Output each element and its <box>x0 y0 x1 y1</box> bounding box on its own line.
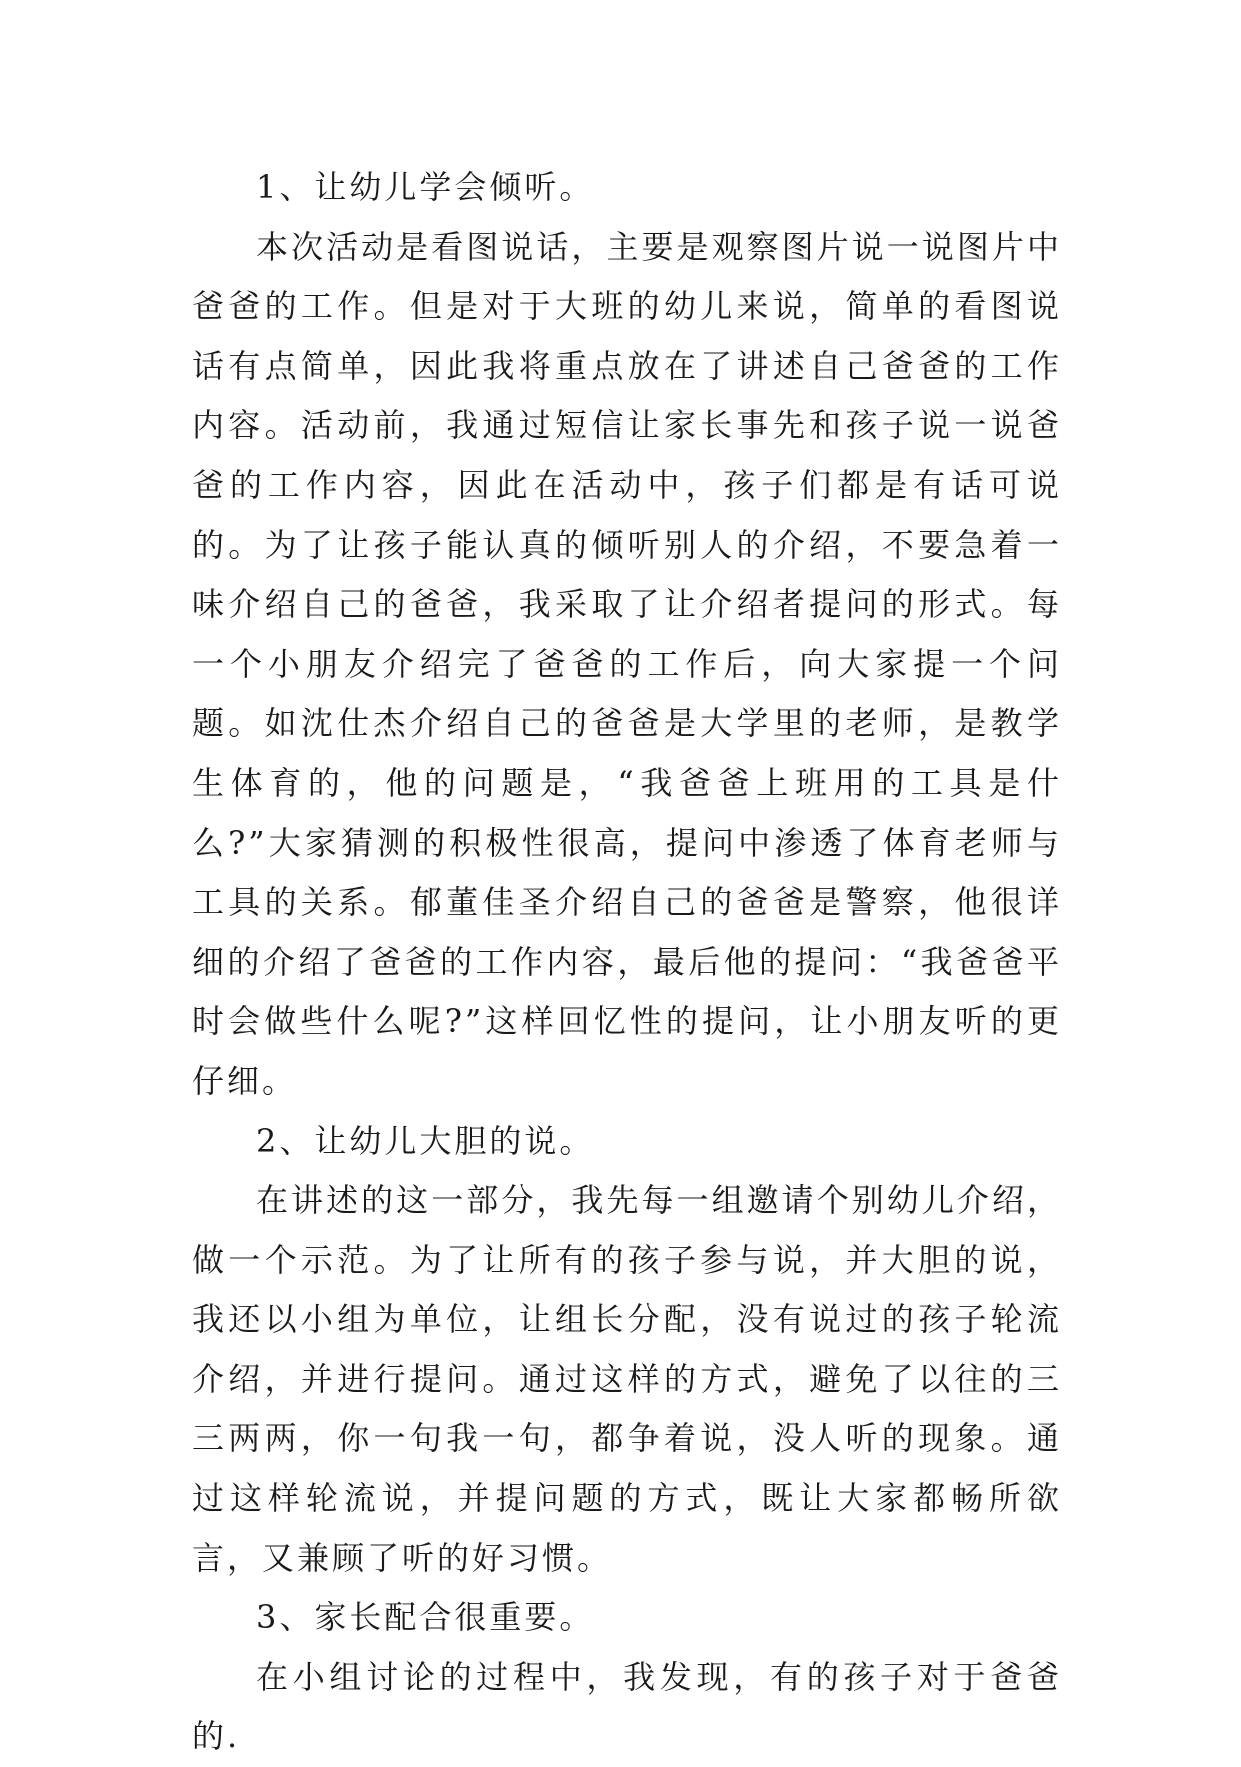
body-paragraph-2: 在讲述的这一部分，我先每一组邀请个别幼儿介绍，做一个示范。为了让所有的孩子参与说，并大胆的说，我还以小组为单位，让组长分配，没有说过的孩子轮流介绍，并进行提问。通过这样的方式，避免了以往的三三两两，你一句我一句，都争着说，没人听的现象。通过这样轮流说，并提问题的方式，既让大家都畅所欲言，又兼顾了听的好习惯。 <box>192 1181 1062 1577</box>
body-paragraph-1: 本次活动是看图说话，主要是观察图片说一说图片中爸爸的工作。但是对于大班的幼儿来说，简单的看图说话有点简单，因此我将重点放在了讲述自己爸爸的工作内容。活动前，我通过短信让家长事先和孩子说一说爸爸的工作内容，因此在活动中，孩子们都是有话可说的。为了让孩子能认真的倾听别人的介绍，不要急着一味介绍自己的爸爸，我采取了让介绍者提问的形式。每一个小朋友介绍完了爸爸的工作后，向大家提一个问题。如沈仕杰介绍自己的爸爸是大学里的老师，是教学生体育的，他的问题是，“我爸爸上班用的工具是什么?”大家猜测的积极性很高，提问中渗透了体育老师与工具的关系。郁董佳圣介绍自己的爸爸是警察，他很详细的介绍了爸爸的工作内容，最后他的提问：“我爸爸平时会做些什么呢?”这样回忆性的提问，让小朋友听的更仔细。 <box>192 227 1062 1100</box>
section-heading-2: 2、让幼儿大胆的说。 <box>256 1121 595 1160</box>
section-heading-1: 1、让幼儿学会倾听。 <box>256 168 595 206</box>
document-body <box>192 158 1062 1767</box>
section-heading-3: 3、家长配合很重要。 <box>256 1598 595 1637</box>
body-paragraph-3: 在小组讨论的过程中，我发现，有的孩子对于爸爸的. <box>192 1657 1062 1756</box>
